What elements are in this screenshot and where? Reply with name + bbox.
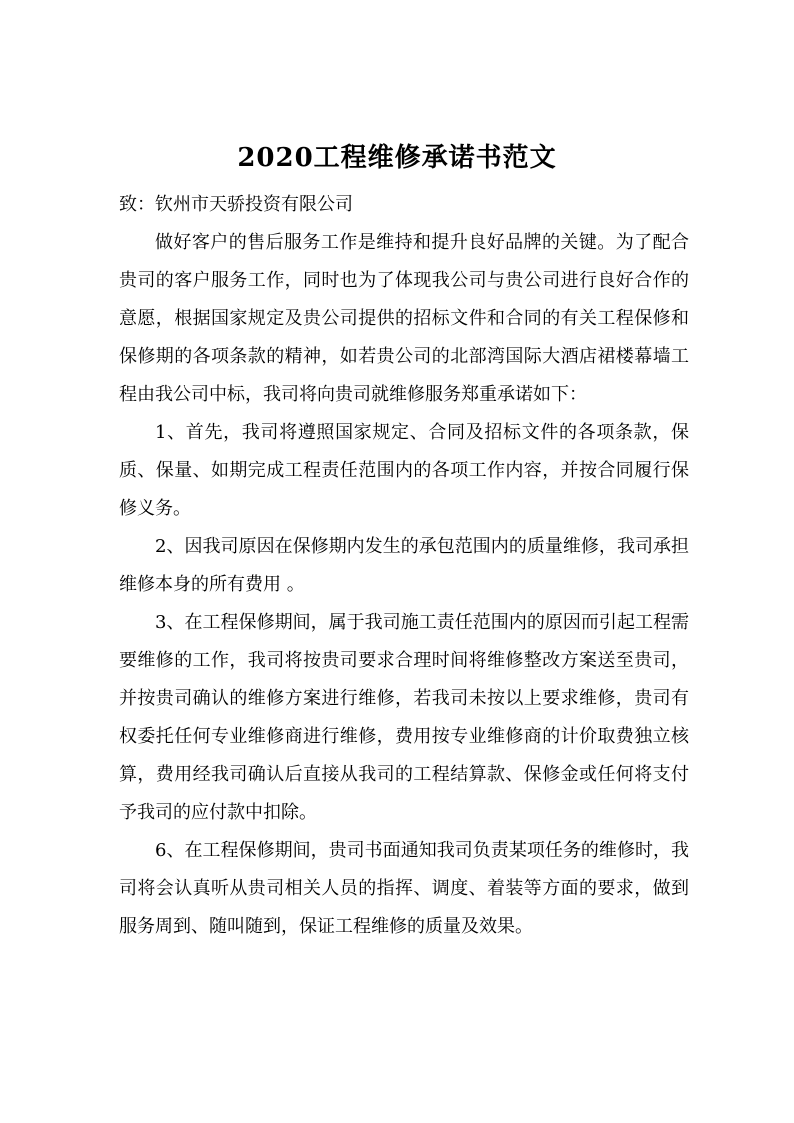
paragraph-item-2: 2、因我司原因在保修期内发生的承包范围内的质量维修，我司承担维修本身的所有费用 。 <box>119 536 689 595</box>
document-title: 2020工程维修承诺书范文 <box>237 143 557 174</box>
paragraph-item-3: 3、在工程保修期间，属于我司施工责任范围内的原因而引起工程需要维修的工作，我司将按贵司要求合理时间将维修整改方案送至贵司，并按贵司确认的维修方案进行维修，若我司未按以上要求维修，贵司有权委托任何专业维修商进行维修，费用按专业维修商的计价取费独立核算，费用经我司确认后直接从我司的工程结算款、保修金或任何将支付予我司的应付款中扣除。 <box>119 612 689 823</box>
paragraph-item-6: 6、在工程保修期间，贵司书面通知我司负责某项任务的维修时，我司将会认真听从贵司相关人员的指挥、调度、着装等方面的要求，做到服务周到、随叫随到，保证工程维修的质量及效果。 <box>119 840 689 937</box>
paragraph-intro: 做好客户的售后服务工作是维持和提升良好品牌的关键。为了配合贵司的客户服务工作，同时也为了体现我公司与贵公司进行良好合作的意愿，根据国家规定及贵公司提供的招标文件和合同的有关工程保修和保修期的各项条款的精神，如若贵公司的北部湾国际大酒店裙楼幕墙工程由我公司中标，我司将向贵司就维修服务郑重承诺如下： <box>119 232 689 405</box>
document-body <box>119 186 689 946</box>
paragraph-item-1: 1、首先，我司将遵照国家规定、合同及招标文件的各项条款，保质、保量、如期完成工程责任范围内的各项工作内容，并按合同履行保修义务。 <box>119 422 689 519</box>
addressee-line: 致：钦州市天骄投资有限公司 <box>119 194 353 215</box>
